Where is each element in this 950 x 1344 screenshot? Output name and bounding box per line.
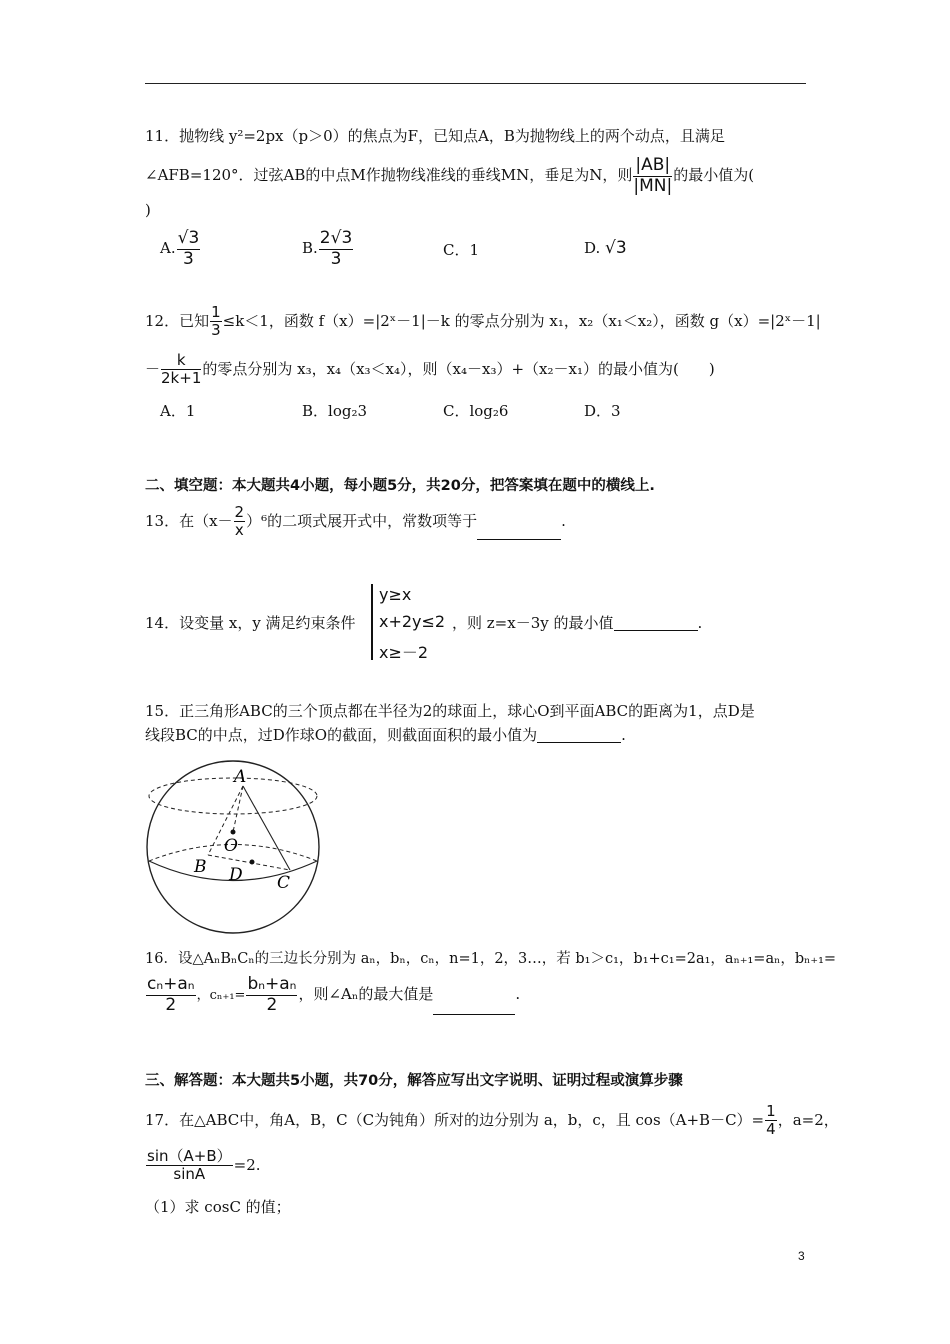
q13-line: 13．在（x－ $\frac{2}{x}$ ）⁶的二项式展开式中，常数项等于 .: [145, 503, 566, 540]
sphere-figure: [140, 758, 330, 934]
q11-option-c: C．1: [443, 241, 480, 259]
q15-line1: 15．正三角形ABC的三个顶点都在半径为2的球面上，球心O到平面ABC的距离为1，点D是: [145, 702, 755, 720]
q16-line2: $\frac{\text{cₙ+aₙ}}{2}$ ，cₙ₊₁= $\frac{\text{bₙ+aₙ}}{2}$ ，则∠Aₙ的最大值是 .: [147, 974, 521, 1015]
q14-constraint-1: y≥x: [379, 585, 412, 604]
label-O: O: [224, 836, 238, 856]
q12-option-b: B．log₂3: [302, 402, 368, 420]
q12-line1: 12．已知 $\frac{1}{3}$ ≤k＜1，函数 f（x）=|2ˣ－1|－k 的零点分别为 x₁，x₂（x₁＜x₂），函数 g（x）=|2ˣ－1|: [145, 303, 821, 340]
q14-constraint-3: x≥－2: [379, 643, 429, 662]
q14-line-tail: ，则 z=x－3y 的最小值 .: [452, 614, 703, 632]
q14-constraint-2: x+2y≤2: [379, 612, 446, 631]
q11-line2: ∠AFB=120°．过弦AB的中点M作抛物线准线的垂线MN，垂足为N，则 $\frac{|AB|}{|MN|}$ 的最小值为(: [145, 155, 755, 196]
label-D: D: [229, 865, 243, 885]
q14-line: 14．设变量 x，y 满足约束条件: [145, 614, 356, 632]
section-3-heading: 三、解答题：本大题共5小题，共70分，解答应写出文字说明、证明过程或演算步骤: [145, 1073, 683, 1089]
q12-line2: － $\frac{k}{2k+1}$ 的零点分别为 x₃，x₄（x₃＜x₄），则（x₄－x₃）+（x₂－x₁）的最小值为( ): [145, 351, 715, 388]
label-C: C: [277, 873, 291, 893]
q11-option-d: D. √3: [584, 238, 627, 258]
label-B: B: [194, 857, 207, 877]
q11-option-a: A. $\frac{√3}{3}$: [160, 228, 200, 269]
label-A: A: [234, 767, 247, 787]
q11-line1: 11．抛物线 y²=2px（p＞0）的焦点为F，已知点A，B为抛物线上的两个动点，且满足: [145, 127, 725, 145]
page-number: 3: [798, 1249, 805, 1263]
q12-option-c: C．log₂6: [443, 402, 509, 420]
q12-option-d: D．3: [584, 402, 621, 420]
q11-option-b: B. $\frac{2√3}{3}$: [302, 228, 353, 269]
q17-part1: （1）求 cosC 的值；: [145, 1198, 291, 1216]
q14-brace: [371, 584, 373, 660]
q16-line1: 16．设△AₙBₙCₙ的三边长分别为 aₙ，bₙ，cₙ，n=1，2，3…，若 b₁＞c₁，b₁+c₁=2a₁，aₙ₊₁=aₙ，bₙ₊₁=: [145, 951, 837, 967]
q17-line1: 17．在△ABC中，角A，B，C（C为钝角）所对的边分别为 a，b，c，且 cos（A+B－C）= $\frac{1}{4}$ ，a=2，: [145, 1102, 839, 1139]
header-rule: [145, 83, 806, 84]
section-2-heading: 二、填空题：本大题共4小题，每小题5分，共20分，把答案填在题中的横线上.: [145, 478, 655, 494]
q15-line2: 线段BC的中点，过D作球O的截面，则截面面积的最小值为 .: [145, 726, 626, 744]
q12-option-a: A．1: [160, 402, 196, 420]
q11-fraction: $\frac{|AB|}{|MN|}$: [633, 155, 673, 196]
q17-line2: $\frac{\sin(A+B)}{\sin A}$ =2.: [147, 1147, 261, 1184]
q11-line3: ): [145, 201, 151, 219]
